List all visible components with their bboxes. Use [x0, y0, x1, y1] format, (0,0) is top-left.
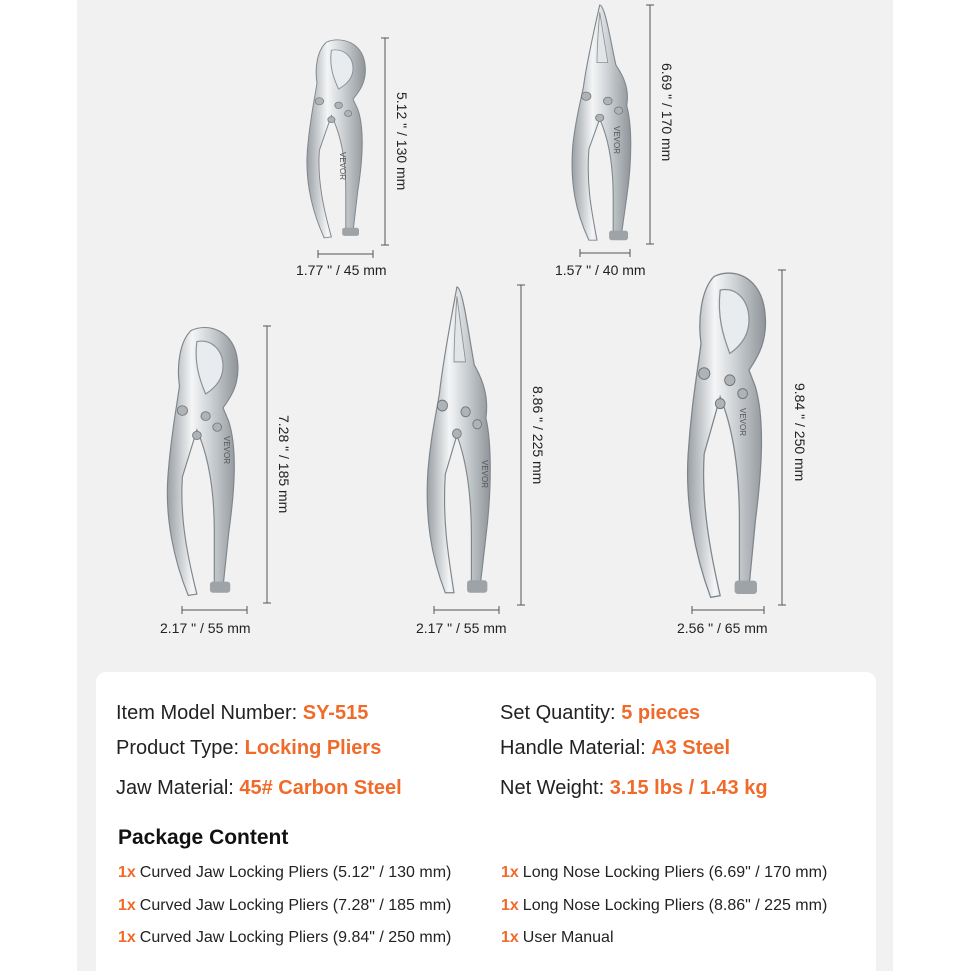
height-label: 9.84 " / 250 mm: [792, 383, 808, 482]
package-item: 1x User Manual: [501, 929, 614, 946]
spec-jaw-material: Jaw Material: 45# Carbon Steel: [116, 777, 402, 799]
brand-mark: VEVOR: [338, 152, 347, 181]
plier-curved-250: [688, 273, 766, 597]
package-content-title: Package Content: [118, 826, 289, 849]
package-item: 1x Long Nose Locking Pliers (8.86" / 225 mm): [501, 897, 828, 914]
package-item: 1x Curved Jaw Locking Pliers (5.12" / 130 mm): [118, 864, 452, 881]
plier-curved-130: [307, 40, 365, 238]
height-label: 5.12 " / 130 mm: [394, 92, 410, 191]
spec-model-number: Item Model Number: SY-515: [116, 702, 369, 724]
package-item: 1x Curved Jaw Locking Pliers (7.28" / 185 mm): [118, 897, 452, 914]
width-label: 2.17 " / 55 mm: [416, 620, 507, 636]
brand-mark: VEVOR: [480, 460, 489, 489]
width-label: 1.57 " / 40 mm: [555, 262, 646, 278]
plier-longnose-170: [572, 5, 631, 240]
spec-handle-material: Handle Material: A3 Steel: [500, 737, 731, 759]
height-label: 8.86 " / 225 mm: [530, 386, 546, 485]
height-label: 6.69 " / 170 mm: [659, 63, 675, 162]
brand-mark: VEVOR: [612, 126, 621, 155]
spec-set-quantity: Set Quantity: 5 pieces: [500, 702, 701, 724]
brand-mark: VEVOR: [738, 408, 747, 437]
width-label: 2.17 " / 55 mm: [160, 620, 251, 636]
spec-net-weight: Net Weight: 3.15 lbs / 1.43 kg: [500, 777, 768, 799]
width-label: 2.56 " / 65 mm: [677, 620, 768, 636]
package-item: 1x Long Nose Locking Pliers (6.69" / 170 mm): [501, 864, 828, 881]
package-item: 1x Curved Jaw Locking Pliers (9.84" / 250 mm): [118, 929, 452, 946]
height-label: 7.28 " / 185 mm: [276, 415, 292, 514]
brand-mark: VEVOR: [222, 436, 231, 465]
width-label: 1.77 " / 45 mm: [296, 262, 387, 278]
plier-longnose-225: [427, 287, 490, 593]
spec-product-type: Product Type: Locking Pliers: [116, 737, 382, 759]
